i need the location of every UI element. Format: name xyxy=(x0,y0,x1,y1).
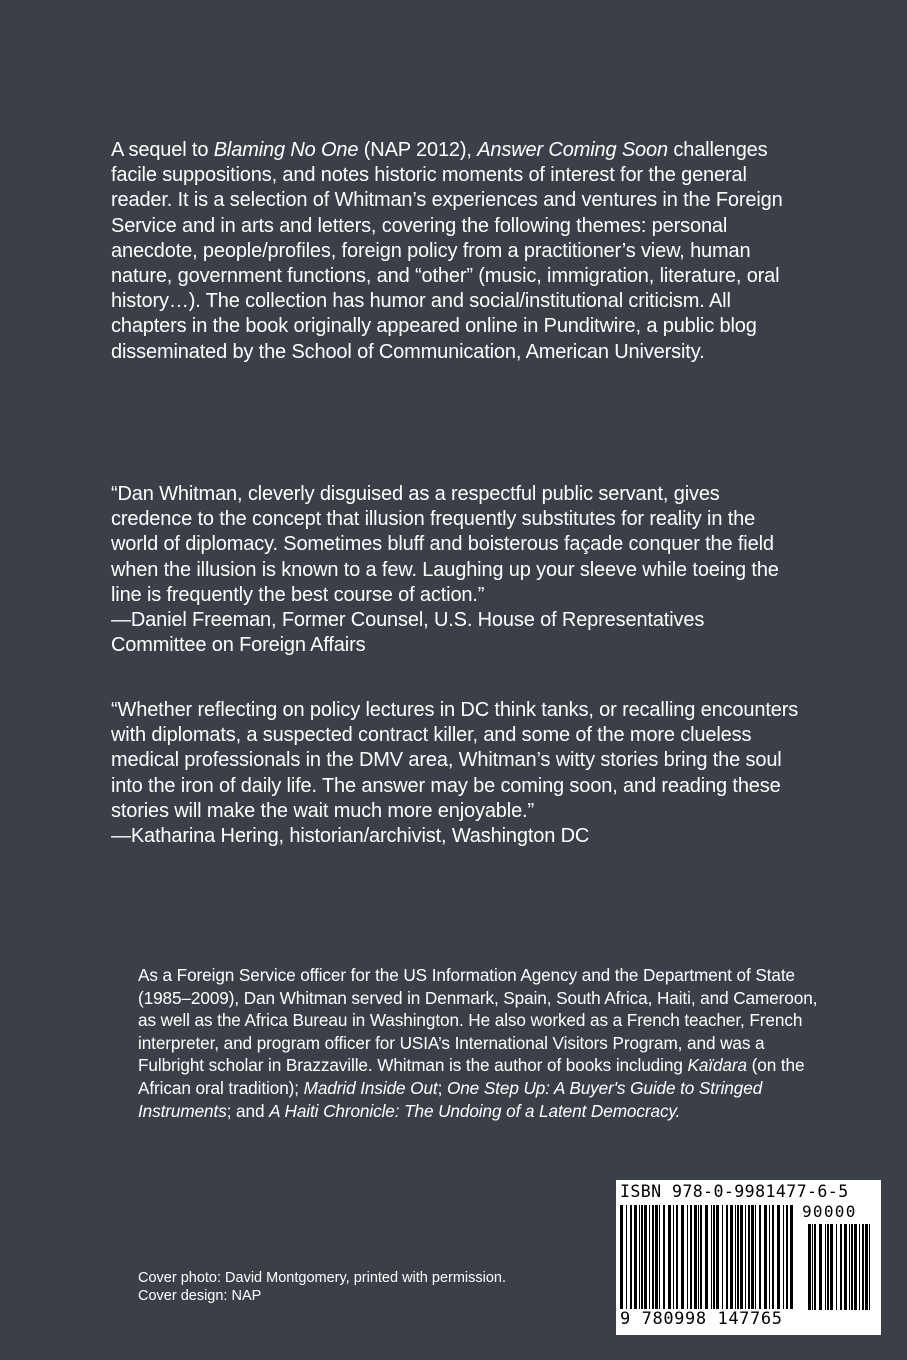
barcode-bar xyxy=(849,1224,850,1310)
barcode-bar xyxy=(663,1205,665,1309)
barcode-bar xyxy=(825,1224,826,1310)
barcode-bar xyxy=(844,1224,847,1310)
barcode-bar xyxy=(681,1205,684,1309)
barcode-bar xyxy=(687,1205,688,1309)
barcode-bar xyxy=(755,1205,756,1309)
barcode-bar xyxy=(726,1205,728,1309)
cover-design-credit: Cover design: NAP xyxy=(138,1287,262,1304)
barcode-bar xyxy=(836,1224,837,1310)
barcode-bar xyxy=(716,1205,719,1309)
bio-book-title: Madrid Inside Out xyxy=(303,1077,438,1098)
barcode-bar xyxy=(777,1205,780,1309)
price-code: 90000 xyxy=(802,1202,857,1221)
barcode-bar xyxy=(764,1205,767,1309)
barcode-bar xyxy=(854,1224,857,1310)
barcode-bar xyxy=(668,1205,671,1309)
barcode-bar xyxy=(655,1205,658,1309)
barcode-bar xyxy=(859,1224,860,1310)
barcode-bar xyxy=(808,1224,811,1310)
quote-text: “Dan Whitman, cleverly disguised as a respectful public servant, gives credence to the concept that illusion frequently substitutes for reality in the world of diplomacy. Sometimes bluff and boisterous façade conquer the field when the illusion is known to a few. Laughing up your sleeve while toeing the line is frequently the best course of action.” xyxy=(111,483,779,606)
barcode-bar xyxy=(814,1224,816,1310)
bio-book-title: One Step Up: A Buyer's Guide to Stringed Instruments xyxy=(138,1077,763,1121)
barcode-bar xyxy=(862,1224,864,1310)
bio-book-title: Kaïdara xyxy=(687,1055,747,1076)
endorsement-quote-hering xyxy=(111,698,801,849)
price-addon-bars xyxy=(808,1224,874,1310)
barcode-bar xyxy=(745,1205,746,1309)
description-publisher-note: (NAP 2012), xyxy=(358,139,478,161)
barcode-bar xyxy=(827,1224,829,1310)
quote-attribution: —Daniel Freeman, Former Counsel, U.S. House of Representatives Committee on Foreign Affairs xyxy=(111,609,705,657)
barcode-bar xyxy=(694,1205,697,1309)
barcode-bar xyxy=(626,1205,627,1309)
description-intro: A sequel to xyxy=(111,139,214,161)
barcode-bar xyxy=(740,1205,743,1309)
barcode-bar xyxy=(698,1205,699,1309)
ean-digits: 9 780998 147765 xyxy=(620,1309,783,1329)
barcode-bar xyxy=(713,1205,715,1309)
barcode-bar xyxy=(705,1205,708,1309)
barcode-bar xyxy=(786,1205,788,1309)
barcode-bar xyxy=(620,1205,623,1309)
book-title-blaming-no-one: Blaming No One xyxy=(213,139,359,161)
barcode-bar xyxy=(634,1205,637,1309)
barcode-bar xyxy=(676,1205,678,1309)
cover-credits xyxy=(138,1270,506,1305)
barcode-bar xyxy=(812,1224,813,1310)
description-paragraph xyxy=(111,138,811,365)
barcode-bar xyxy=(869,1224,870,1310)
barcode-bar xyxy=(711,1205,712,1309)
endorsement-quote-freeman xyxy=(111,482,801,658)
barcode-bar xyxy=(644,1205,647,1309)
barcode-bar xyxy=(649,1205,650,1309)
barcode-bar xyxy=(737,1205,739,1309)
book-title-answer-coming-soon: Answer Coming Soon xyxy=(477,139,668,161)
barcode-bar xyxy=(759,1205,761,1309)
barcode-bar xyxy=(735,1205,736,1309)
barcode-bar xyxy=(851,1224,853,1310)
quote-attribution: —Katharina Hering, historian/archivist, Washington DC xyxy=(111,825,590,848)
barcode-bar xyxy=(630,1205,632,1309)
barcode-bar xyxy=(865,1224,868,1310)
description-body: challenges facile suppositions, and notes historic moments of interest for the general reader. It is a selection of Whitman’s experiences and ventures in the Foreign Service and in arts and letters, covering the following themes: personal anecdote, people/profiles, foreign policy from a practitioner’s view, human nature, government functions, and “other” (music, immigration, literature, oral history…). The collection has humor and social/institutional criticism. All chapters in the book originally appeared online in Punditwire, a public blog disseminated by the School of Communication, American University. xyxy=(111,139,783,363)
quote-text: “Whether reflecting on policy lectures in DC think tanks, or recalling encounters with diplomats, a suspected contract killer, and some of the more clueless medical professionals in the DMV area, Whitman’s witty stories bring the soul into the iron of daily life. The answer may be coming soon, and reading these stories will make the wait much more enjoyable.” xyxy=(111,699,799,822)
barcode-bar xyxy=(690,1205,692,1309)
isbn-barcode xyxy=(616,1180,881,1335)
cover-photo-credit: Cover photo: David Montgomery, printed with permission. xyxy=(138,1270,507,1286)
barcode-bar xyxy=(840,1224,842,1310)
bio-book-title: A Haiti Chronicle: The Undoing of a Latent Democracy. xyxy=(269,1100,681,1121)
barcode-bar xyxy=(673,1205,674,1309)
barcode-bar xyxy=(748,1205,750,1309)
barcode-bar xyxy=(751,1205,754,1309)
bio-text: As a Foreign Service officer for the US Information Agency and the Department of State (1985–2009), Dan Whitman served in Denmark, Spain, South Africa, Haiti, and Cameroon, as well as the Africa Bureau in Washington. He also worked as a French teacher, French interpreter, and program officer for USIA’s International Visitors Program, and was a Fulbright scholar in Brazzaville. Whitman is the author of books including xyxy=(138,965,818,1076)
barcode-bar xyxy=(772,1205,774,1309)
barcode-bar xyxy=(659,1205,660,1309)
barcode-bar xyxy=(639,1205,640,1309)
author-bio: As a Foreign Service officer for the US Information Agency and the Department of State (1985–2009), Dan Whitman served in Denmark, Spain, South Africa, Haiti, and Cameroon, as well as the Africa Bureau in Washington. He also worked as a French teacher, French interpreter, and program officer for USIA’s International Visitors Program, and was a Fulbright scholar in Brazzaville. Whitman is the author of books including Kaïdara (on the African oral tradition); Madrid Inside Out; One Step Up: A Buyer's Guide to Stringed Instruments; and A Haiti Chronicle: The Undoing of a Latent Democracy. xyxy=(138,965,818,1121)
barcode-bar xyxy=(790,1205,793,1309)
ean-barcode-bars xyxy=(620,1205,794,1309)
barcode-bar xyxy=(700,1205,702,1309)
barcode-bar xyxy=(652,1205,654,1309)
barcode-bar xyxy=(730,1205,733,1309)
barcode-bar xyxy=(722,1205,723,1309)
barcode-bar xyxy=(830,1224,833,1310)
barcode-bar xyxy=(819,1224,822,1310)
barcode-bar xyxy=(641,1205,643,1309)
isbn-label: ISBN 978-0-9981477-6-5 xyxy=(620,1182,849,1201)
barcode-bar xyxy=(769,1205,770,1309)
barcode-bar xyxy=(783,1205,784,1309)
